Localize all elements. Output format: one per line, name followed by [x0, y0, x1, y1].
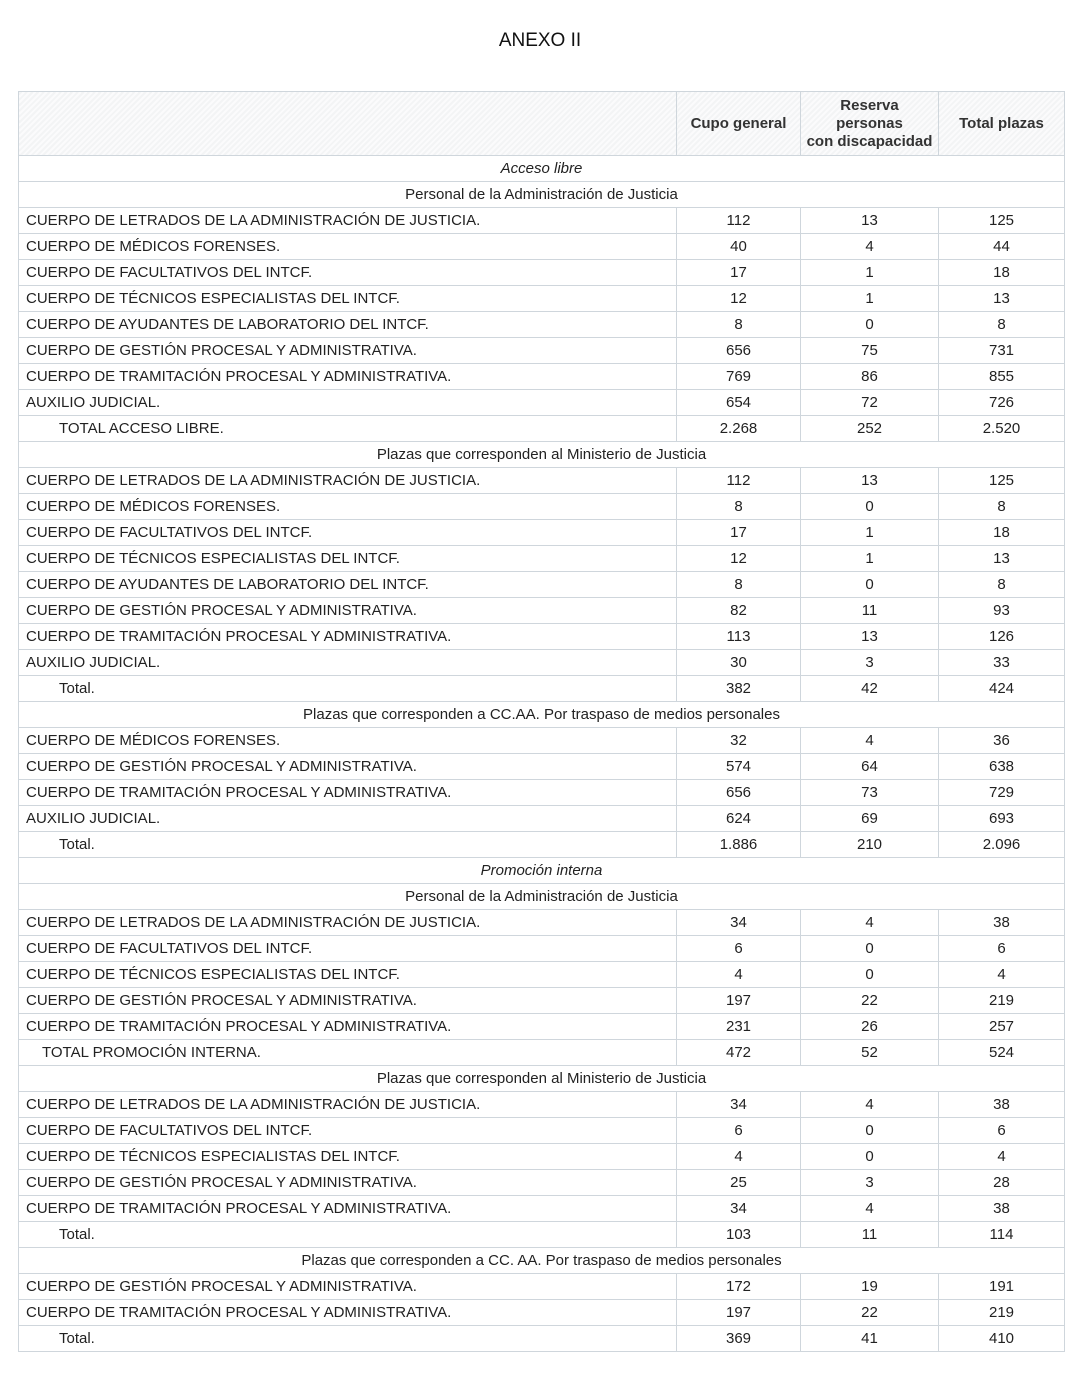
reserva-cell: 13 — [801, 468, 939, 494]
cuerpo-label-cell: TOTAL ACCESO LIBRE. — [19, 416, 677, 442]
cupo-general-cell: 113 — [677, 624, 801, 650]
cuerpo-label-cell: CUERPO DE LETRADOS DE LA ADMINISTRACIÓN DE JUSTICIA. — [19, 208, 677, 234]
table-row — [19, 338, 1065, 364]
cupo-general-cell: 112 — [677, 208, 801, 234]
table-row — [19, 624, 1065, 650]
cupo-general-cell: 4 — [677, 962, 801, 988]
table-row — [19, 494, 1065, 520]
cuerpo-label-cell: CUERPO DE TÉCNICOS ESPECIALISTAS DEL INTCF. — [19, 1144, 677, 1170]
cuerpo-label-cell: CUERPO DE LETRADOS DE LA ADMINISTRACIÓN DE JUSTICIA. — [19, 468, 677, 494]
reserva-cell: 22 — [801, 1300, 939, 1326]
cupo-general-cell: 34 — [677, 1196, 801, 1222]
total-plazas-cell: 8 — [939, 494, 1065, 520]
cuerpo-label-cell: CUERPO DE TRAMITACIÓN PROCESAL Y ADMINISTRATIVA. — [19, 364, 677, 390]
total-plazas-cell: 424 — [939, 676, 1065, 702]
cuerpo-label-cell: CUERPO DE MÉDICOS FORENSES. — [19, 494, 677, 520]
reserva-cell: 72 — [801, 390, 939, 416]
reserva-cell: 11 — [801, 1222, 939, 1248]
total-plazas-cell: 729 — [939, 780, 1065, 806]
total-plazas-cell: 6 — [939, 936, 1065, 962]
table-row — [19, 312, 1065, 338]
total-plazas-cell: 855 — [939, 364, 1065, 390]
cuerpo-label-cell: CUERPO DE MÉDICOS FORENSES. — [19, 728, 677, 754]
total-plazas-cell: 2.096 — [939, 832, 1065, 858]
total-row — [19, 676, 1065, 702]
total-plazas-cell: 6 — [939, 1118, 1065, 1144]
reserva-cell: 22 — [801, 988, 939, 1014]
total-plazas-cell: 44 — [939, 234, 1065, 260]
cuerpo-label-cell: CUERPO DE TRAMITACIÓN PROCESAL Y ADMINISTRATIVA. — [19, 1014, 677, 1040]
cuerpo-label-cell: CUERPO DE GESTIÓN PROCESAL Y ADMINISTRATIVA. — [19, 988, 677, 1014]
cuerpo-label-cell: CUERPO DE GESTIÓN PROCESAL Y ADMINISTRATIVA. — [19, 598, 677, 624]
cuerpo-label-cell: CUERPO DE TÉCNICOS ESPECIALISTAS DEL INTCF. — [19, 286, 677, 312]
reserva-cell: 0 — [801, 936, 939, 962]
reserva-cell: 4 — [801, 1092, 939, 1118]
cupo-general-cell: 34 — [677, 910, 801, 936]
reserva-cell: 3 — [801, 1170, 939, 1196]
total-plazas-cell: 13 — [939, 286, 1065, 312]
cuerpo-label-cell: CUERPO DE FACULTATIVOS DEL INTCF. — [19, 1118, 677, 1144]
cuerpo-label-cell: CUERPO DE FACULTATIVOS DEL INTCF. — [19, 936, 677, 962]
table-row — [19, 1274, 1065, 1300]
total-plazas-cell: 33 — [939, 650, 1065, 676]
cuerpo-label-cell: Total. — [19, 1326, 677, 1352]
cuerpo-label-cell: AUXILIO JUDICIAL. — [19, 806, 677, 832]
total-plazas-cell: 125 — [939, 468, 1065, 494]
total-plazas-cell: 38 — [939, 910, 1065, 936]
reserva-cell: 0 — [801, 1144, 939, 1170]
cupo-general-cell: 8 — [677, 572, 801, 598]
total-plazas-cell: 8 — [939, 312, 1065, 338]
reserva-cell: 26 — [801, 1014, 939, 1040]
cupo-general-cell: 34 — [677, 1092, 801, 1118]
cuerpo-label-cell: CUERPO DE LETRADOS DE LA ADMINISTRACIÓN DE JUSTICIA. — [19, 1092, 677, 1118]
subsection-heading: Plazas que corresponden a CC.AA. Por traspaso de medios personales — [19, 702, 1065, 728]
total-plazas-cell: 731 — [939, 338, 1065, 364]
document-title: ANEXO II — [498, 30, 582, 51]
total-row — [19, 1040, 1065, 1066]
total-row — [19, 1326, 1065, 1352]
subsection-heading-row — [19, 884, 1065, 910]
total-plazas-cell: 28 — [939, 1170, 1065, 1196]
header-row — [19, 92, 1065, 156]
cupo-general-cell: 197 — [677, 988, 801, 1014]
reserva-cell: 1 — [801, 260, 939, 286]
reserva-cell: 4 — [801, 728, 939, 754]
section-heading: Promoción interna — [19, 858, 1065, 884]
section-heading: Acceso libre — [19, 156, 1065, 182]
cupo-general-cell: 369 — [677, 1326, 801, 1352]
cupo-general-cell: 769 — [677, 364, 801, 390]
cupo-general-cell: 25 — [677, 1170, 801, 1196]
reserva-cell: 69 — [801, 806, 939, 832]
table-row — [19, 546, 1065, 572]
cuerpo-label-cell: CUERPO DE TRAMITACIÓN PROCESAL Y ADMINISTRATIVA. — [19, 624, 677, 650]
total-row — [19, 416, 1065, 442]
cupo-general-cell: 82 — [677, 598, 801, 624]
table-row — [19, 364, 1065, 390]
cuerpo-label-cell: AUXILIO JUDICIAL. — [19, 390, 677, 416]
cuerpo-label-cell: CUERPO DE AYUDANTES DE LABORATORIO DEL INTCF. — [19, 572, 677, 598]
table-row — [19, 598, 1065, 624]
total-plazas-cell: 38 — [939, 1196, 1065, 1222]
table-row — [19, 988, 1065, 1014]
cupo-general-cell: 231 — [677, 1014, 801, 1040]
reserva-cell: 41 — [801, 1326, 939, 1352]
cuerpo-label-cell: CUERPO DE GESTIÓN PROCESAL Y ADMINISTRATIVA. — [19, 754, 677, 780]
table-row — [19, 208, 1065, 234]
cuerpo-label-cell: CUERPO DE MÉDICOS FORENSES. — [19, 234, 677, 260]
subsection-heading: Plazas que corresponden a CC. AA. Por traspaso de medios personales — [19, 1248, 1065, 1274]
cupo-general-cell: 12 — [677, 286, 801, 312]
total-plazas-cell: 114 — [939, 1222, 1065, 1248]
cuerpo-label-cell: CUERPO DE TRAMITACIÓN PROCESAL Y ADMINISTRATIVA. — [19, 1300, 677, 1326]
table-row — [19, 1170, 1065, 1196]
cupo-general-cell: 197 — [677, 1300, 801, 1326]
cupo-general-cell: 30 — [677, 650, 801, 676]
total-plazas-cell: 219 — [939, 988, 1065, 1014]
header-reserva-line3: con discapacidad — [806, 132, 933, 150]
cupo-general-cell: 624 — [677, 806, 801, 832]
table-row — [19, 962, 1065, 988]
cupo-general-cell: 172 — [677, 1274, 801, 1300]
header-label-cell — [19, 92, 677, 156]
total-plazas-cell: 4 — [939, 962, 1065, 988]
subsection-heading: Personal de la Administración de Justicia — [19, 182, 1065, 208]
table-row — [19, 390, 1065, 416]
reserva-cell: 0 — [801, 572, 939, 598]
cupo-general-cell: 654 — [677, 390, 801, 416]
cupo-general-cell: 472 — [677, 1040, 801, 1066]
cupo-general-cell: 1.886 — [677, 832, 801, 858]
table-row — [19, 780, 1065, 806]
reserva-cell: 11 — [801, 598, 939, 624]
subsection-heading: Plazas que corresponden al Ministerio de Justicia — [19, 442, 1065, 468]
cupo-general-cell: 574 — [677, 754, 801, 780]
cupo-general-cell: 17 — [677, 520, 801, 546]
cuerpo-label-cell: CUERPO DE AYUDANTES DE LABORATORIO DEL INTCF. — [19, 312, 677, 338]
table-row — [19, 910, 1065, 936]
reserva-cell: 0 — [801, 962, 939, 988]
reserva-cell: 4 — [801, 910, 939, 936]
subsection-heading: Personal de la Administración de Justicia — [19, 884, 1065, 910]
table-row — [19, 728, 1065, 754]
cupo-general-cell: 12 — [677, 546, 801, 572]
table-row — [19, 468, 1065, 494]
total-plazas-cell: 2.520 — [939, 416, 1065, 442]
cupo-general-cell: 6 — [677, 936, 801, 962]
subsection-heading-row — [19, 1066, 1065, 1092]
cupo-general-cell: 8 — [677, 312, 801, 338]
table-row — [19, 572, 1065, 598]
reserva-cell: 0 — [801, 312, 939, 338]
table-row — [19, 260, 1065, 286]
total-plazas-cell: 8 — [939, 572, 1065, 598]
cupo-general-cell: 4 — [677, 1144, 801, 1170]
table-row — [19, 936, 1065, 962]
total-plazas-cell: 4 — [939, 1144, 1065, 1170]
section-heading-row — [19, 156, 1065, 182]
total-plazas-cell: 726 — [939, 390, 1065, 416]
cuerpo-label-cell: CUERPO DE GESTIÓN PROCESAL Y ADMINISTRATIVA. — [19, 1170, 677, 1196]
table-row — [19, 234, 1065, 260]
cupo-general-cell: 6 — [677, 1118, 801, 1144]
total-plazas-cell: 13 — [939, 546, 1065, 572]
cupo-general-cell: 32 — [677, 728, 801, 754]
reserva-cell: 73 — [801, 780, 939, 806]
cupo-general-cell: 112 — [677, 468, 801, 494]
subsection-heading: Plazas que corresponden al Ministerio de Justicia — [19, 1066, 1065, 1092]
reserva-cell: 4 — [801, 1196, 939, 1222]
reserva-cell: 3 — [801, 650, 939, 676]
total-plazas-cell: 93 — [939, 598, 1065, 624]
reserva-cell: 1 — [801, 520, 939, 546]
cuerpo-label-cell: Total. — [19, 1222, 677, 1248]
reserva-cell: 86 — [801, 364, 939, 390]
total-row — [19, 1222, 1065, 1248]
cupo-general-cell: 382 — [677, 676, 801, 702]
subsection-heading-row — [19, 1248, 1065, 1274]
cuerpo-label-cell: CUERPO DE TÉCNICOS ESPECIALISTAS DEL INTCF. — [19, 962, 677, 988]
cuerpo-label-cell: AUXILIO JUDICIAL. — [19, 650, 677, 676]
total-plazas-cell: 219 — [939, 1300, 1065, 1326]
header-cupo-general: Cupo general — [677, 92, 801, 156]
subsection-heading-row — [19, 442, 1065, 468]
total-plazas-cell: 638 — [939, 754, 1065, 780]
table-row — [19, 520, 1065, 546]
table-row — [19, 286, 1065, 312]
subsection-heading-row — [19, 702, 1065, 728]
cuerpo-label-cell: CUERPO DE TÉCNICOS ESPECIALISTAS DEL INTCF. — [19, 546, 677, 572]
subsection-heading-row — [19, 182, 1065, 208]
reserva-cell: 52 — [801, 1040, 939, 1066]
cupo-general-cell: 656 — [677, 338, 801, 364]
reserva-cell: 0 — [801, 1118, 939, 1144]
cuerpo-label-cell: CUERPO DE GESTIÓN PROCESAL Y ADMINISTRATIVA. — [19, 1274, 677, 1300]
cuerpo-label-cell: CUERPO DE FACULTATIVOS DEL INTCF. — [19, 520, 677, 546]
reserva-cell: 1 — [801, 546, 939, 572]
reserva-cell: 42 — [801, 676, 939, 702]
reserva-cell: 1 — [801, 286, 939, 312]
header-reserva-discapacidad — [801, 92, 939, 156]
table-row — [19, 754, 1065, 780]
total-plazas-cell: 125 — [939, 208, 1065, 234]
cuerpo-label-cell: CUERPO DE GESTIÓN PROCESAL Y ADMINISTRATIVA. — [19, 338, 677, 364]
cuerpo-label-cell: CUERPO DE TRAMITACIÓN PROCESAL Y ADMINISTRATIVA. — [19, 780, 677, 806]
total-plazas-cell: 36 — [939, 728, 1065, 754]
table-row — [19, 1014, 1065, 1040]
table-row — [19, 1092, 1065, 1118]
cupo-general-cell: 656 — [677, 780, 801, 806]
cupo-general-cell: 103 — [677, 1222, 801, 1248]
cupo-general-cell: 8 — [677, 494, 801, 520]
cupo-general-cell: 17 — [677, 260, 801, 286]
total-plazas-cell: 191 — [939, 1274, 1065, 1300]
cuerpo-label-cell: CUERPO DE LETRADOS DE LA ADMINISTRACIÓN DE JUSTICIA. — [19, 910, 677, 936]
table-row — [19, 1300, 1065, 1326]
reserva-cell: 13 — [801, 208, 939, 234]
table-header — [19, 92, 1065, 156]
reserva-cell: 19 — [801, 1274, 939, 1300]
reserva-cell: 64 — [801, 754, 939, 780]
plazas-table — [18, 91, 1065, 1352]
cuerpo-label-cell: Total. — [19, 832, 677, 858]
cupo-general-cell: 2.268 — [677, 416, 801, 442]
table-row — [19, 650, 1065, 676]
table-row — [19, 806, 1065, 832]
total-plazas-cell: 257 — [939, 1014, 1065, 1040]
reserva-cell: 13 — [801, 624, 939, 650]
reserva-cell: 4 — [801, 234, 939, 260]
total-plazas-cell: 38 — [939, 1092, 1065, 1118]
cuerpo-label-cell: CUERPO DE TRAMITACIÓN PROCESAL Y ADMINISTRATIVA. — [19, 1196, 677, 1222]
reserva-cell: 75 — [801, 338, 939, 364]
header-reserva-line1: Reserva — [840, 96, 899, 114]
total-plazas-cell: 126 — [939, 624, 1065, 650]
table-row — [19, 1118, 1065, 1144]
total-plazas-cell: 18 — [939, 260, 1065, 286]
cuerpo-label-cell: Total. — [19, 676, 677, 702]
reserva-cell: 0 — [801, 494, 939, 520]
total-plazas-cell: 18 — [939, 520, 1065, 546]
cuerpo-label-cell: CUERPO DE FACULTATIVOS DEL INTCF. — [19, 260, 677, 286]
total-plazas-cell: 693 — [939, 806, 1065, 832]
total-plazas-cell: 524 — [939, 1040, 1065, 1066]
table-body — [19, 156, 1065, 1352]
section-heading-row — [19, 858, 1065, 884]
cuerpo-label-cell: TOTAL PROMOCIÓN INTERNA. — [19, 1040, 677, 1066]
table-row — [19, 1196, 1065, 1222]
table-row — [19, 1144, 1065, 1170]
cupo-general-cell: 40 — [677, 234, 801, 260]
reserva-cell: 252 — [801, 416, 939, 442]
header-total-plazas: Total plazas — [939, 92, 1065, 156]
header-reserva-line2: personas — [836, 114, 903, 132]
reserva-cell: 210 — [801, 832, 939, 858]
total-plazas-cell: 410 — [939, 1326, 1065, 1352]
total-row — [19, 832, 1065, 858]
